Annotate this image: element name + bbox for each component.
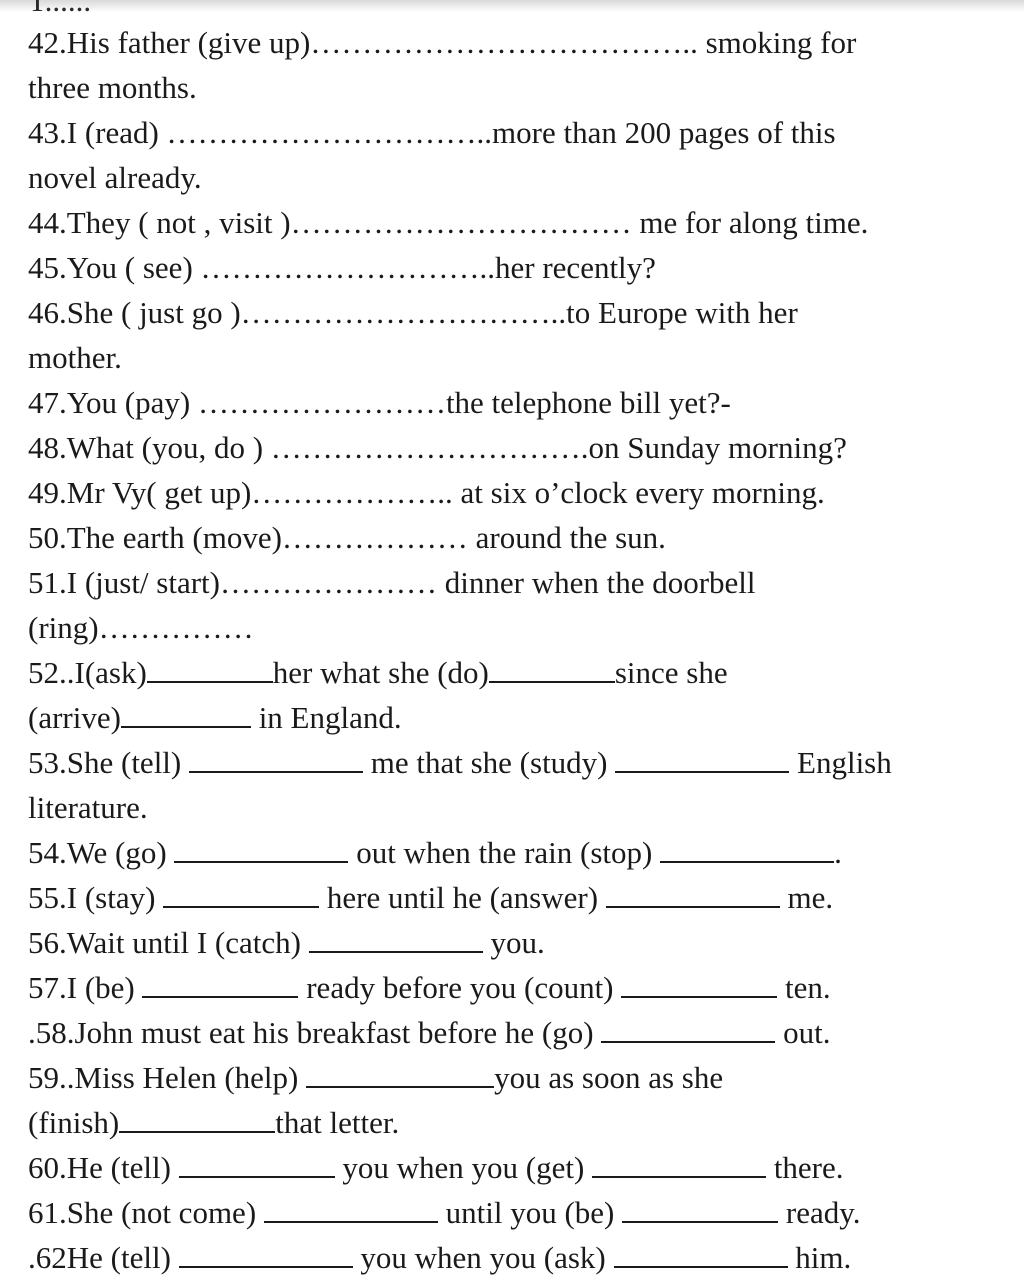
text-segment: her what she (do) [272,655,489,690]
exercise-46-line-2: mother. [28,340,122,375]
page-top-edge [0,0,1024,12]
answer-blank [179,1150,335,1178]
answer-blank [174,835,348,863]
text-segment: that letter. [275,1105,400,1140]
exercise-54 [28,830,998,875]
text-segment: ten. [777,970,831,1005]
text-segment: in England. [250,700,402,735]
text-segment: him. [787,1240,852,1275]
exercise-50: 50.The earth (move)……………… around the sun. [28,520,666,555]
exercise-59-line-2 [28,1100,998,1145]
exercise-43-line-1: 43.I (read) …………………………..more than 200 pages of this [28,115,836,150]
text-segment: 56.Wait until I (catch) [28,925,309,960]
text-segment: you as soon as she [494,1060,724,1095]
exercise-44: 44.They ( not , visit )…………………………… me for along time. [28,205,869,240]
text-segment: 59..Miss Helen (help) [28,1060,307,1095]
answer-blank [163,880,319,908]
answer-blank [614,1240,788,1268]
exercise-61 [28,1190,998,1235]
text-segment: 53.She (tell) [28,745,189,780]
text-segment: you when you (ask) [352,1240,614,1275]
text-segment: me that she (study) [363,745,616,780]
answer-blank [179,1240,353,1268]
exercise-60 [28,1145,998,1190]
text-segment: out. [775,1015,831,1050]
exercise-58 [28,1010,998,1055]
exercise-52-line-2 [28,695,998,740]
text-segment: .62He (tell) [28,1240,179,1275]
answer-blank [601,1015,775,1043]
text-segment: 54.We (go) [28,835,175,870]
answer-blank [621,970,777,998]
answer-blank [264,1195,438,1223]
exercise-42-line-2: three months. [28,70,197,105]
exercise-53-line-1 [28,740,998,785]
answer-blank [121,700,251,728]
exercise-48: 48.What (you, do ) ………………………….on Sunday morning? [28,430,847,465]
text-segment: until you (be) [437,1195,623,1230]
exercise-62 [28,1235,998,1280]
answer-blank [306,1060,494,1088]
text-segment: .58.John must eat his breakfast before he (go) [28,1015,602,1050]
text-segment: you when you (get) [334,1150,593,1185]
answer-blank [592,1150,766,1178]
text-segment: English [789,745,892,780]
text-segment: here until he (answer) [319,880,606,915]
exercise-57 [28,965,998,1010]
answer-blank [622,1195,778,1223]
text-segment: (arrive) [28,700,121,735]
text-segment: there. [766,1150,844,1185]
exercise-56 [28,920,998,965]
exercise-42-line-1: 42.His father (give up)……………………………….. smoking for [28,25,857,60]
exercise-51-line-2: (ring)…………… [28,610,254,645]
text-segment: ready. [778,1195,861,1230]
exercise-55 [28,875,998,920]
answer-blank [489,655,615,683]
text-segment: you. [482,925,545,960]
text-segment: out when the rain (stop) [348,835,661,870]
answer-blank [189,745,363,773]
answer-blank [147,655,273,683]
exercise-document [28,20,998,1280]
exercise-43-line-2: novel already. [28,160,202,195]
answer-blank [615,745,789,773]
text-segment: 52..I(ask) [28,655,147,690]
answer-blank [142,970,298,998]
text-segment: . [834,835,842,870]
answer-blank [660,835,834,863]
exercise-59-line-1 [28,1055,998,1100]
exercise-47: 47.You (pay) ……………………the telephone bill yet?- [28,385,731,420]
exercise-53-line-2: literature. [28,790,148,825]
text-segment: since she [614,655,728,690]
text-segment: me. [779,880,834,915]
exercise-52-line-1 [28,650,998,695]
exercise-49: 49.Mr Vy( get up)……………….. at six o’clock every morning. [28,475,825,510]
text-segment: 55.I (stay) [28,880,164,915]
answer-blank [119,1105,275,1133]
exercise-45: 45.You ( see) ………………………..her recently? [28,250,656,285]
text-segment: 57.I (be) [28,970,143,1005]
answer-blank [606,880,780,908]
text-segment: 60.He (tell) [28,1150,179,1185]
text-segment: 61.She (not come) [28,1195,264,1230]
text-segment: ready before you (count) [298,970,622,1005]
text-segment: (finish) [28,1105,120,1140]
answer-blank [309,925,483,953]
exercise-51-line-1: 51.I (just/ start)………………… dinner when the doorbell [28,565,756,600]
exercise-46-line-1: 46.She ( just go )…………………………..to Europe with her [28,295,798,330]
